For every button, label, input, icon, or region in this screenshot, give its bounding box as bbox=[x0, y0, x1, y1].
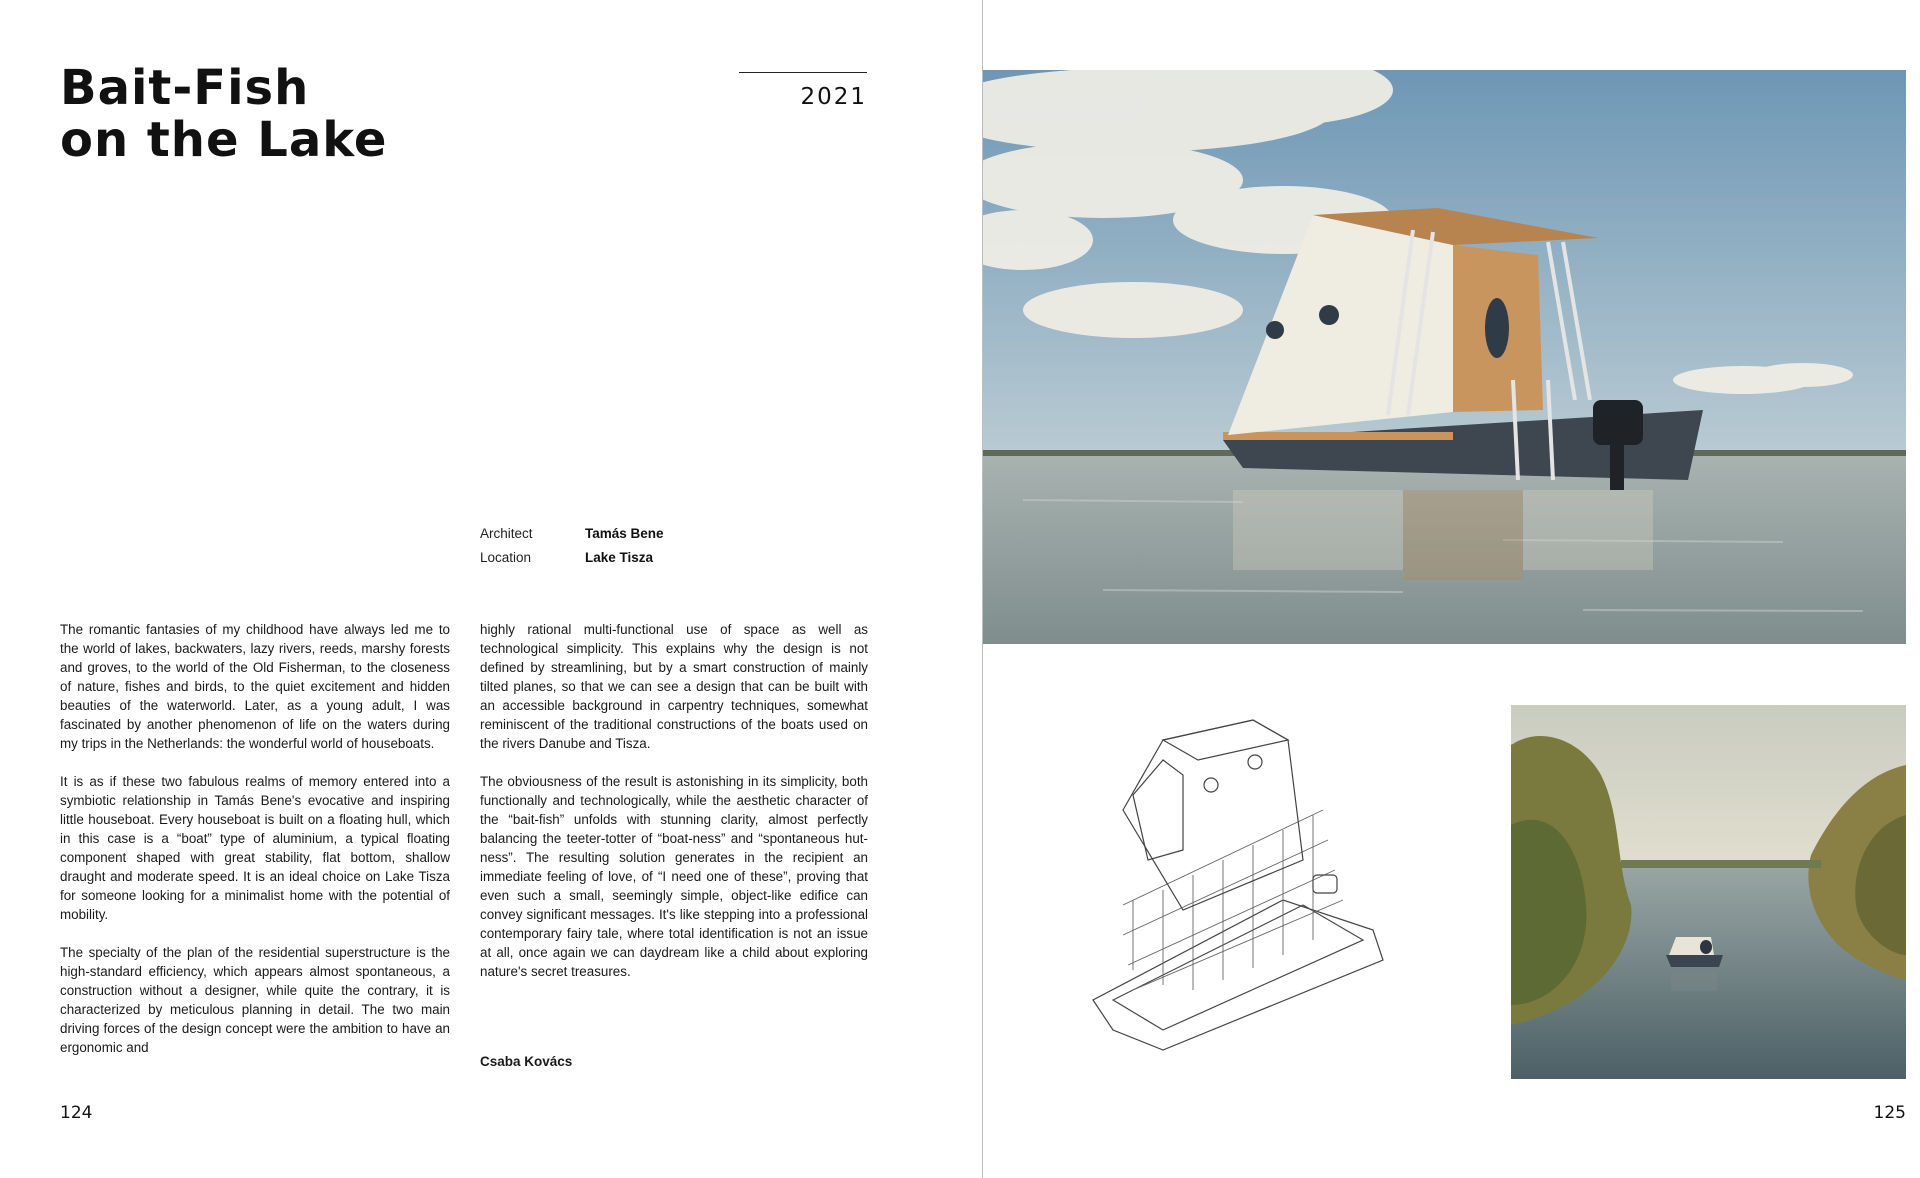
credit-value: Lake Tisza bbox=[585, 550, 654, 565]
credit-row-location bbox=[480, 546, 664, 570]
page-number-left: 124 bbox=[60, 1103, 93, 1123]
body-paragraph: It is as if these two fabulous realms of memory entered into a symbiotic relationship in Tamás Bene's evocative and inspiring little houseboat. Every houseboat is built on a floating hull, which in this case is a “boat” type of aluminium, a typical floating component shaped with great stability, flat bottom, shallow draught and moderate speed. It is an ideal choice on Lake Tisza for someone looking for a minimalist home with the potential of mobility. bbox=[60, 774, 450, 922]
houseboat-photo-illustration bbox=[983, 70, 1906, 644]
credit-label: Location bbox=[480, 550, 532, 565]
title-line-2: on the Lake bbox=[60, 112, 388, 168]
credits-block bbox=[480, 522, 664, 570]
river-photo-illustration bbox=[1511, 705, 1906, 1079]
body-paragraph: The obviousness of the result is astonishing in its simplicity, both functionally and technologically, while the aesthetic character of the “bait-fish” unfolds with stunning clarity, almost perfectly balancing the teeter-totter of “boat-ness” and “spontaneous hut-ness”. The resulting solution generates in the recipient an immediate feeling of love, of “I need one of these”, proving that even such a small, seemingly simple, object-like edifice can convey significant messages. It's like stepping into a professional contemporary fairy tale, where total identification is not an issue at all, once again we can daydream like a child about exploring nature's secret treasures. bbox=[480, 774, 868, 979]
credit-row-architect bbox=[480, 522, 664, 546]
credit-label: Architect bbox=[480, 526, 533, 541]
body-paragraph: The romantic fantasies of my childhood have always led me to the world of lakes, backwaters, lazy rivers, reeds, marshy forests and groves, to the world of the Old Fisherman, to the closeness of nature, fishes and birds, to the quiet excitement and hidden beauties of the waterworld. Later, as a young adult, I was fascinated by another phenomenon of life on the waters during my trips in the Netherlands: the wonderful world of houseboats. bbox=[60, 622, 450, 751]
body-paragraph: highly rational multi-functional use of space as well as technological simplicity. This explains why the design is not defined by streamlining, but by a smart construction of mainly tilted planes, so that we can see a design that can be built with an accessible background in carpentry techniques, somewhat reminiscent of the traditional constructions of the boats used on the rivers Danube and Tisza. bbox=[480, 622, 868, 751]
body-paragraph: The specialty of the plan of the residential superstructure is the high-standard efficiency, which appears almost spontaneous, a construction without a designer, while quite the contrary, it is characterized by meticulous planning in detail. The two main driving forces of the design concept were the ambition to have an ergonomic and bbox=[60, 945, 450, 1055]
body-column-1 bbox=[60, 620, 450, 1076]
article-title bbox=[60, 62, 387, 166]
credit-value: Tamás Bene bbox=[585, 526, 664, 541]
year-divider bbox=[739, 72, 867, 73]
axonometric-drawing bbox=[1073, 700, 1433, 1060]
body-column-2 bbox=[480, 620, 868, 1000]
author-name: Csaba Kovács bbox=[480, 1054, 573, 1069]
river-photo bbox=[1511, 705, 1906, 1079]
project-year: 2021 bbox=[800, 84, 867, 110]
page-number-right: 125 bbox=[1873, 1103, 1906, 1123]
title-line-1: Bait-Fish bbox=[60, 60, 310, 116]
right-page bbox=[983, 0, 1920, 1178]
houseboat-photo bbox=[983, 70, 1906, 644]
houseboat-line-drawing bbox=[1073, 700, 1433, 1060]
